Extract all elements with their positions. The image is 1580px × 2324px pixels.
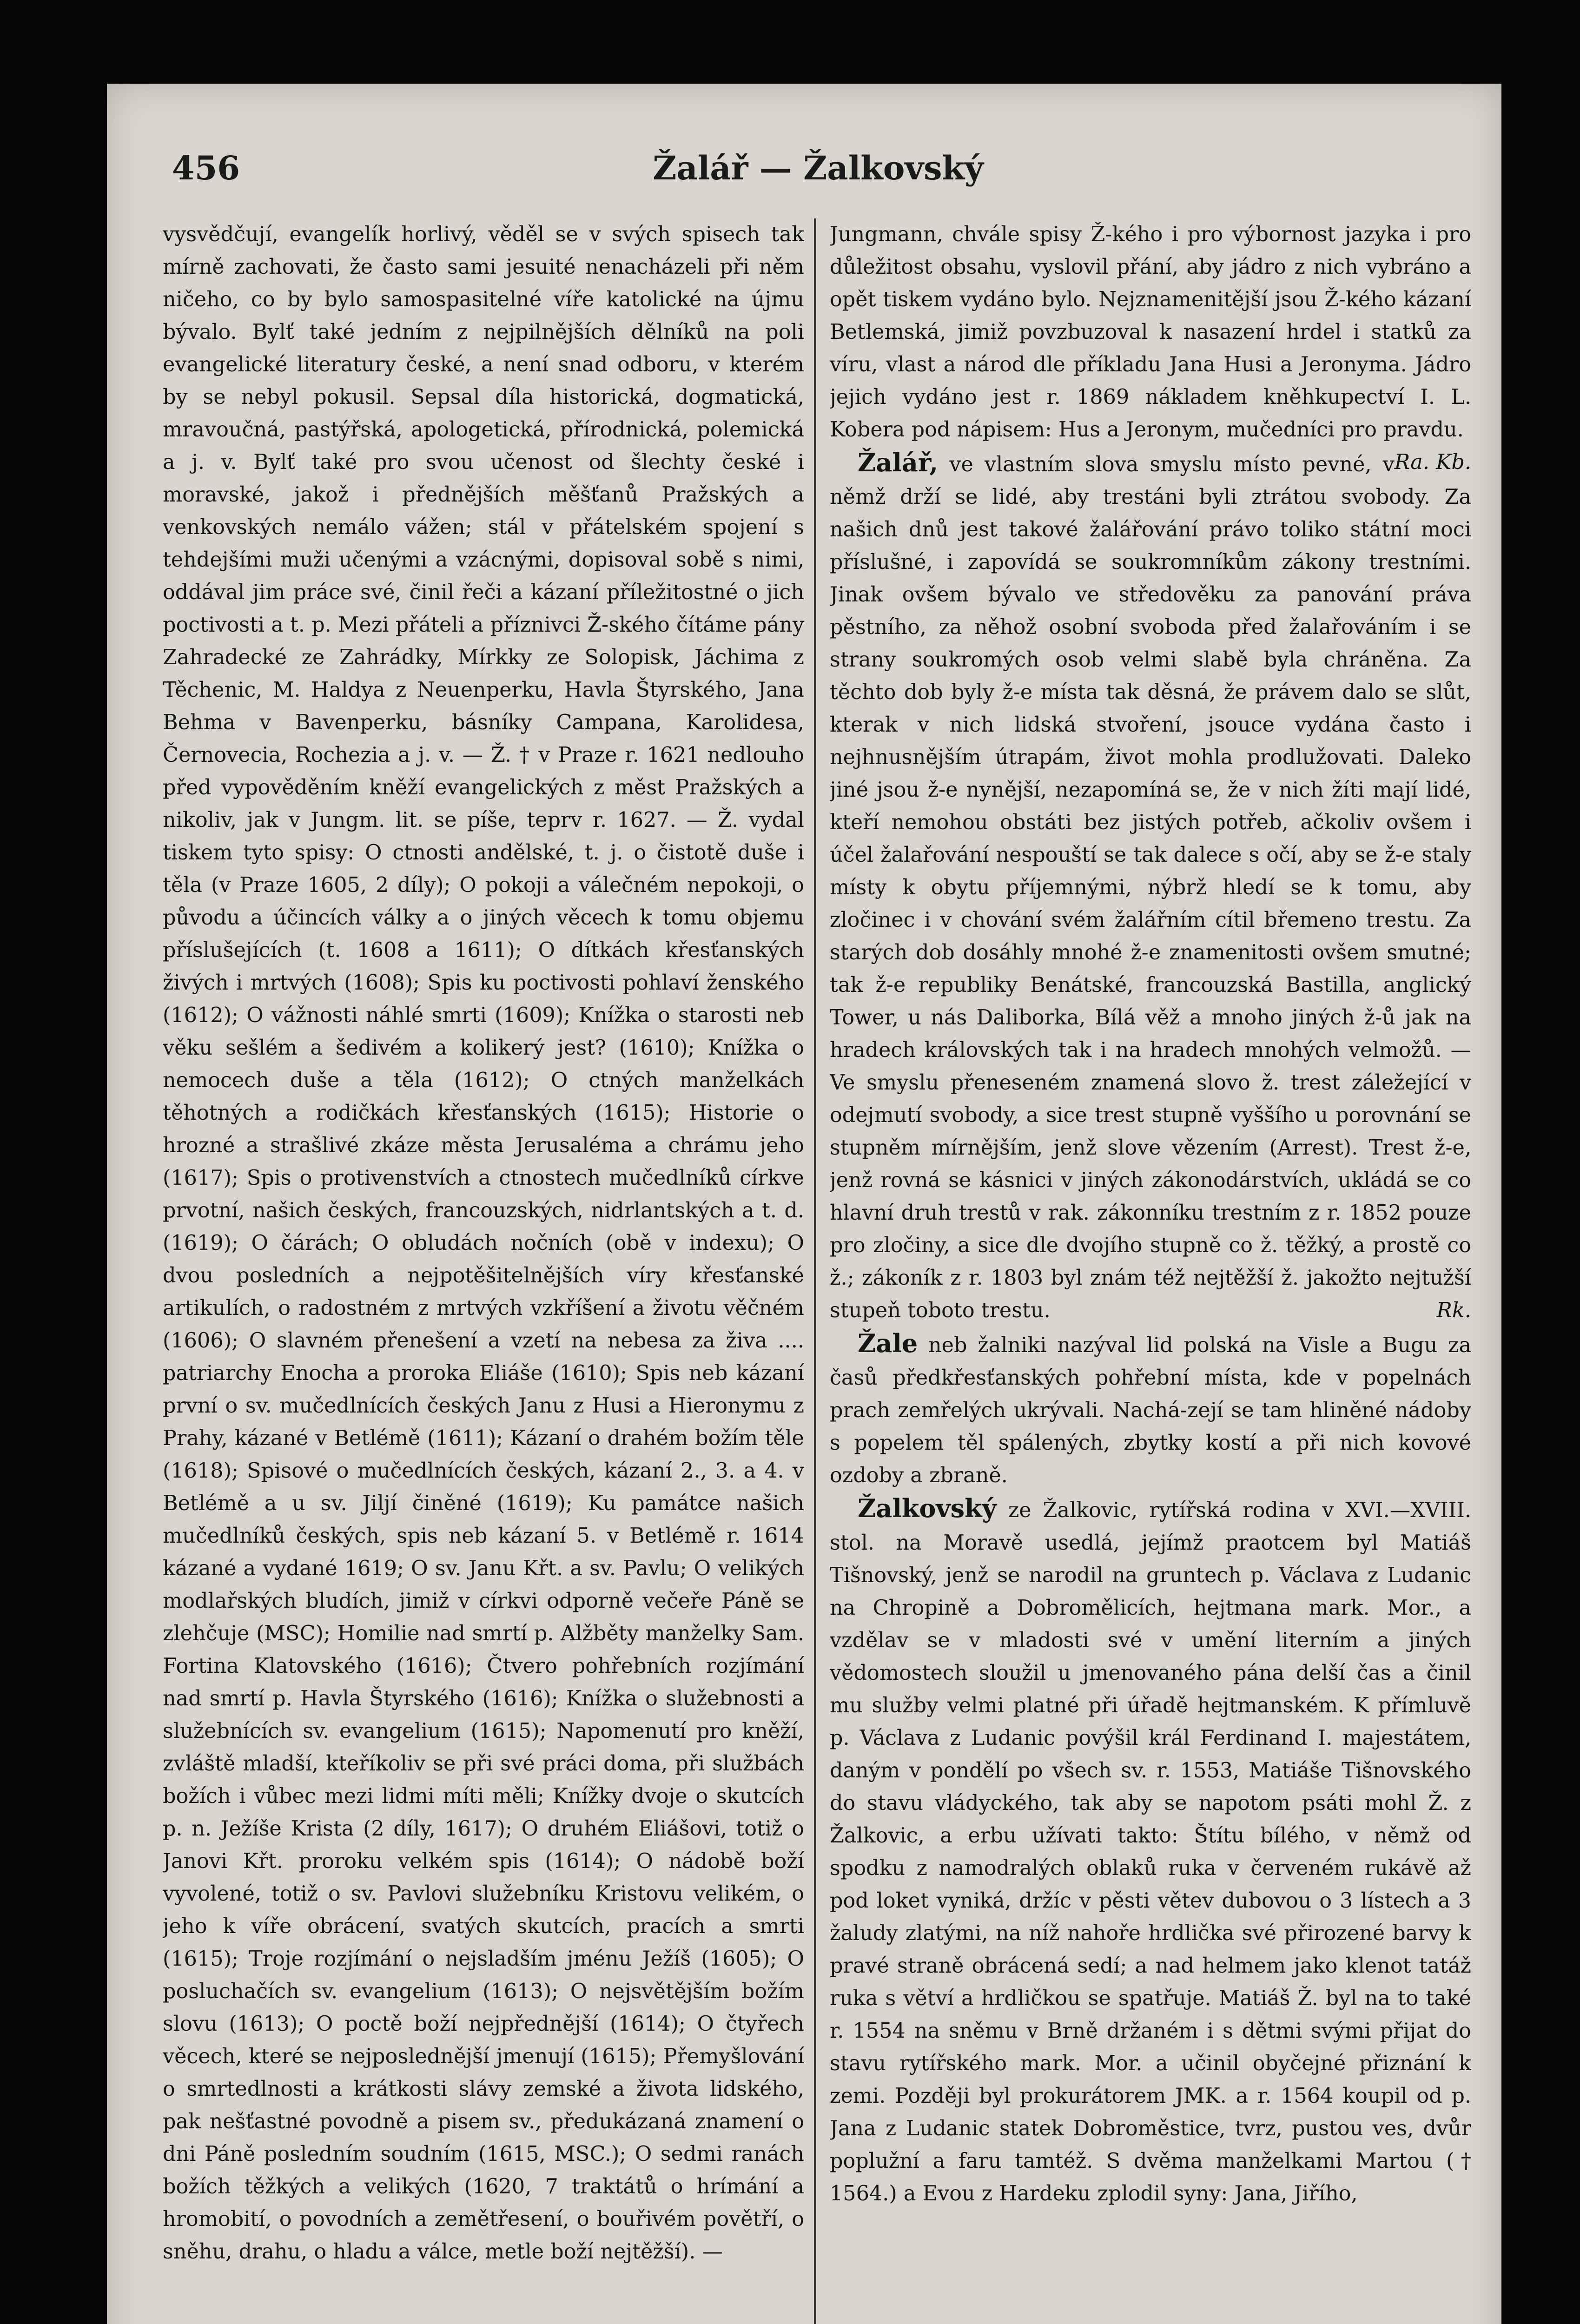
column-divider xyxy=(814,218,816,2324)
headword: Žalkovský xyxy=(858,1493,997,1523)
article-text: ve vlastním slova smyslu místo pevné, v němž drží se lidé, aby trestáni byli ztrátou svobody. Za našich dnů jest takové žalářování právo toliko státní moci příslušné, i zapovídá se soukromníkům zákony trestními. Jinak ovšem bývalo ve středověku za panování práva pěstního, za něhož osobní svoboda před žalařováním i se strany soukromých osob velmi slabě byla chráněna. Za těchto dob byly ž-e místa tak děsná, že právem dalo se slůt, kterak v nich lidská stvoření, jsouce vydána často i nejhnusnějším útrapám, život mohla prodlužovati. Daleko jiné jsou ž-e nynější, nezapomíná se, že v nich žíti mají lidé, kteří nemohou obstáti bez jistých potřeb, ačkoliv ovšem i účel žalařování nespouští se tak dalece s očí, aby se ž-e staly místy k obytu příjemnými, nýbrž hledí se k tomu, aby zločinec i v chování svém žalářním cítil břemeno trestu. Za starých dob dosáhly mnohé ž-e znamenitosti ovšem smutné; tak ž-e republiky Benátské, francouzská Bastilla, anglický Tower, u nás Daliborka, Bílá věž a mnoho jiných ž-ů jak na hradech královských tak i na hradech mnohých velmožů. — Ve smyslu přeneseném znamená slovo ž. trest záležející v odejmutí svobody, a sice trest stupně vyššího u porovnání se stupněm mírnějším, jenž slove vězením (Arrest). Trest ž-e, jenž rovná se kásnici v jiných zákonodárstvích, ukládá se co hlavní druh trestů v rak. zákonníku trestním z r. 1852 pouze pro zločiny, a sice dle dvojího stupně co ž. těžký, a prostě co ž.; zákoník z r. 1803 byl znám též nejtěžší ž. jakožto nejtužší stupeň toboto trestu. xyxy=(830,453,1471,1322)
page-header xyxy=(172,149,1464,205)
running-head: Žalář — Žalkovský xyxy=(653,149,984,187)
headword: Žale xyxy=(858,1328,918,1358)
left-column xyxy=(163,218,804,2324)
headword: Žalář, xyxy=(858,448,939,477)
right-column xyxy=(830,218,1471,2324)
article-zalar xyxy=(830,446,1471,1327)
article-zale xyxy=(830,1327,1471,1492)
article-text: neb žalniki nazýval lid polská na Visle a Bugu za časů předkřesťanských pohřební místa, kde v popelnách prach zemřelých ukrývali. Nachá-zejí se tam hliněné nádoby s popelem těl spálených, zbytky kostí a při nich kovové ozdoby a zbraně. xyxy=(830,1334,1471,1487)
article-zalkovsky xyxy=(830,1492,1471,2210)
article-text: ze Žalkovic, rytířská rodina v XVI.—XVIII. stol. na Moravě usedlá, jejímž praotcem byl Matiáš Tišnovský, jenž se narodil na gruntech p. Václava z Ludanic na Chropině a Dobromělicích, hejtmana mark. Mor., a vzdělav se v mladosti své v umění literním a jiných vědomostech sloužil u jmenovaného pána delší čas a činil mu služby velmi platné při úřadě hejtmanském. K přímluvě p. Václava z Ludanic povýšil král Ferdinand I. majestátem, daným v pondělí po všech sv. r. 1553, Matiáše Tišnovského do stavu vládyckého, tak aby se napotom psáti mohl Ž. z Žalkovic, a erbu užívati takto: Štítu bílého, v němž od spodku z namodralých oblaků ruka v červeném rukávě až pod loket vyniká, držíc v pěsti větev dubovou o 3 lístech a 3 žaludy zlatými, na níž nahoře hrdlička své přirozené barvy k pravé straně obrácená sedí; a nad helmem jako klenot tatáž ruka s větví a hrdličkou se spatřuje. Matiáš Ž. byl na to také r. 1554 na sněmu v Brně držaném i s dětmi svými přijat do stavu rytířského mark. Mor. a učinil obyčejné přiznání k zemi. Později byl prokurátorem JMK. a r. 1564 koupil od p. Jana z Ludanic statek Dobroměstice, tvrz, pustou ves, dvůr poplužní a faru tamtéž. S dvěma manželkami Martou († 1564.) a Evou z Hardeku zplodil syny: Jana, Jiřího, xyxy=(830,1499,1471,2205)
book-page xyxy=(107,84,1501,2324)
author-signature: Ra. Kb. xyxy=(1394,450,1471,474)
author-signature: Rk. xyxy=(1436,1299,1471,1322)
article-continuation-text: Jungmann, chvále spisy Ž-kého i pro výbornost jazyka i pro důležitost obsahu, vyslovil přání, aby jádro z nich vybráno a opět tiskem vydáno bylo. Nejznamenitější jsou Ž-kého kázaní Betlemská, jimiž povzbuzoval k nasazení hrdel i statků za víru, vlast a národ dle příkladu Jana Husi a Jeronyma. Jádro jejich vydáno jest r. 1869 nákladem kněhkupectví I. L. Kobera pod nápisem: Hus a Jeronym, mučedníci pro pravdu. xyxy=(830,223,1471,442)
page-number: 456 xyxy=(172,149,240,187)
left-column-text: vysvědčují, evangelík horlivý, věděl se v svých spisech tak mírně zachovati, že často sami jesuité nenacházeli při něm ničeho, co by bylo samospasitelné víře katolické na újmu bývalo. Bylť také jedním z nejpilnějších dělníků na poli evangelické literatury české, a není snad odboru, v kterém by se nebyl pokusil. Sepsal díla historická, dogmatická, mravoučná, pastýřská, apologetická, přírodnická, polemická a j. v. Bylť také pro svou učenost od šlechty české i moravské, jakož i přednějších měšťanů Pražských a venkovských nemálo vážen; stál v přátelském spojení s tehdejšími muži učenými a vzácnými, dopisoval sobě s nimi, oddával jim práce své, činil řeči a kázaní příležitostné o jich poctivosti a t. p. Mezi přáteli a příznivci Ž-ského čítáme pány Zahradecké ze Zahrádky, Mírkky ze Solopisk, Jáchima z Těchenic, M. Haldya z Neuenperku, Havla Štyrského, Jana Behma v Bavenperku, básníky Campana, Karolidesa, Černovecia, Rochezia a j. v. — Ž. † v Praze r. 1621 nedlouho před vypověděním kněží evangelických z měst Pražských a nikoliv, jak v Jungm. lit. se píše, teprv r. 1627. — Ž. vydal tiskem tyto spisy: O ctnosti andělské, t. j. o čistotě duše i těla (v Praze 1605, 2 díly); O pokoji a válečném nepokoji, o původu a účincích války a o jiných věcech k tomu objemu příslušejících (t. 1608 a 1611); O dítkách křesťanských živých i mrtvých (1608); Spis ku poctivosti pohlaví ženského (1612); O vážnosti náhlé smrti (1609); Knížka o starosti neb věku sešlém a šedivém a kolikerý jest? (1610); Knížka o nemocech duše a těla (1612); O ctných manželkách těhotných a rodičkách křesťanských (1615); Historie o hrozné a strašlivé zkáze města Jerusaléma a chrámu jeho (1617); Spis o protivenstvích a ctnostech mučedlníků církve prvotní, našich českých, francouzských, nidrlantských a t. d. (1619); O čárách; O obludách nočních (obě v indexu); O dvou posledních a nejpotěšitelnějších víry křesťanské artikulích, o radostném z mrtvých vzkříšení a životu věčném (1606); O slavném přenešení a vzetí na nebesa za živa .... patriarchy Enocha a proroka Eliáše (1610); Spis neb kázaní první o sv. mučedlnících českých Janu z Husi a Hieronymu z Prahy, kázané v Betlémě (1611); Kázaní o drahém božím těle (1618); Spisové o mučedlnících českých, kázaní 2., 3. a 4. v Betlémě a u sv. Jiljí činěné (1619); Ku památce našich mučedlníků českých, spis neb kázaní 5. v Betlémě r. 1614 kázané a vydané 1619; O sv. Janu Křt. a sv. Pavlu; O velikých modlařských bludích, jimiž v církvi odporně večeře Páně se zlehčuje (MSC); Homilie nad smrtí p. Alžběty manželky Sam. Fortina Klatovského (1616); Čtvero pohřebních rozjímání nad smrtí p. Havla Štyrského (1616); Knížka o služebnosti a služebnících sv. evangelium (1615); Napomenutí pro kněží, zvláště mladší, kteříkoliv se při své práci doma, při službách božích i vůbec mezi lidmi míti měli; Knížky dvoje o skutcích p. n. Ježíše Krista (2 díly, 1617); O druhém Eliášovi, totiž o Janovi Křt. proroku velkém spis (1614); O nádobě boží vyvolené, totiž o sv. Pavlovi služebníku Kristovu velikém, o jeho k víře obrácení, svatých skutcích, pracích a smrti (1615); Troje rozjímání o nejsladším jménu Ježíš (1605); O posluchačích sv. evangelium (1613); O nejsvětějším božím slovu (1613); O poctě boží nejpřednější (1614); O čtyřech věcech, které se nejposlednější jmenují (1615); Přemyšlování o smrtedlnosti a krátkosti slávy zemské a života lidského, pak nešťastné povodně a pisem sv., předukázaná znamení o dni Páně posledním soudním (1615, MSC.); O sedmi ranách božích těžkých a velikých (1620, 7 traktátů o hrímání a hromobití, o povodních a zemětřesení, o bouřivém povětří, o sněhu, drahu, o hladu a válce, metle boží nejtěžší). — xyxy=(163,223,804,2264)
